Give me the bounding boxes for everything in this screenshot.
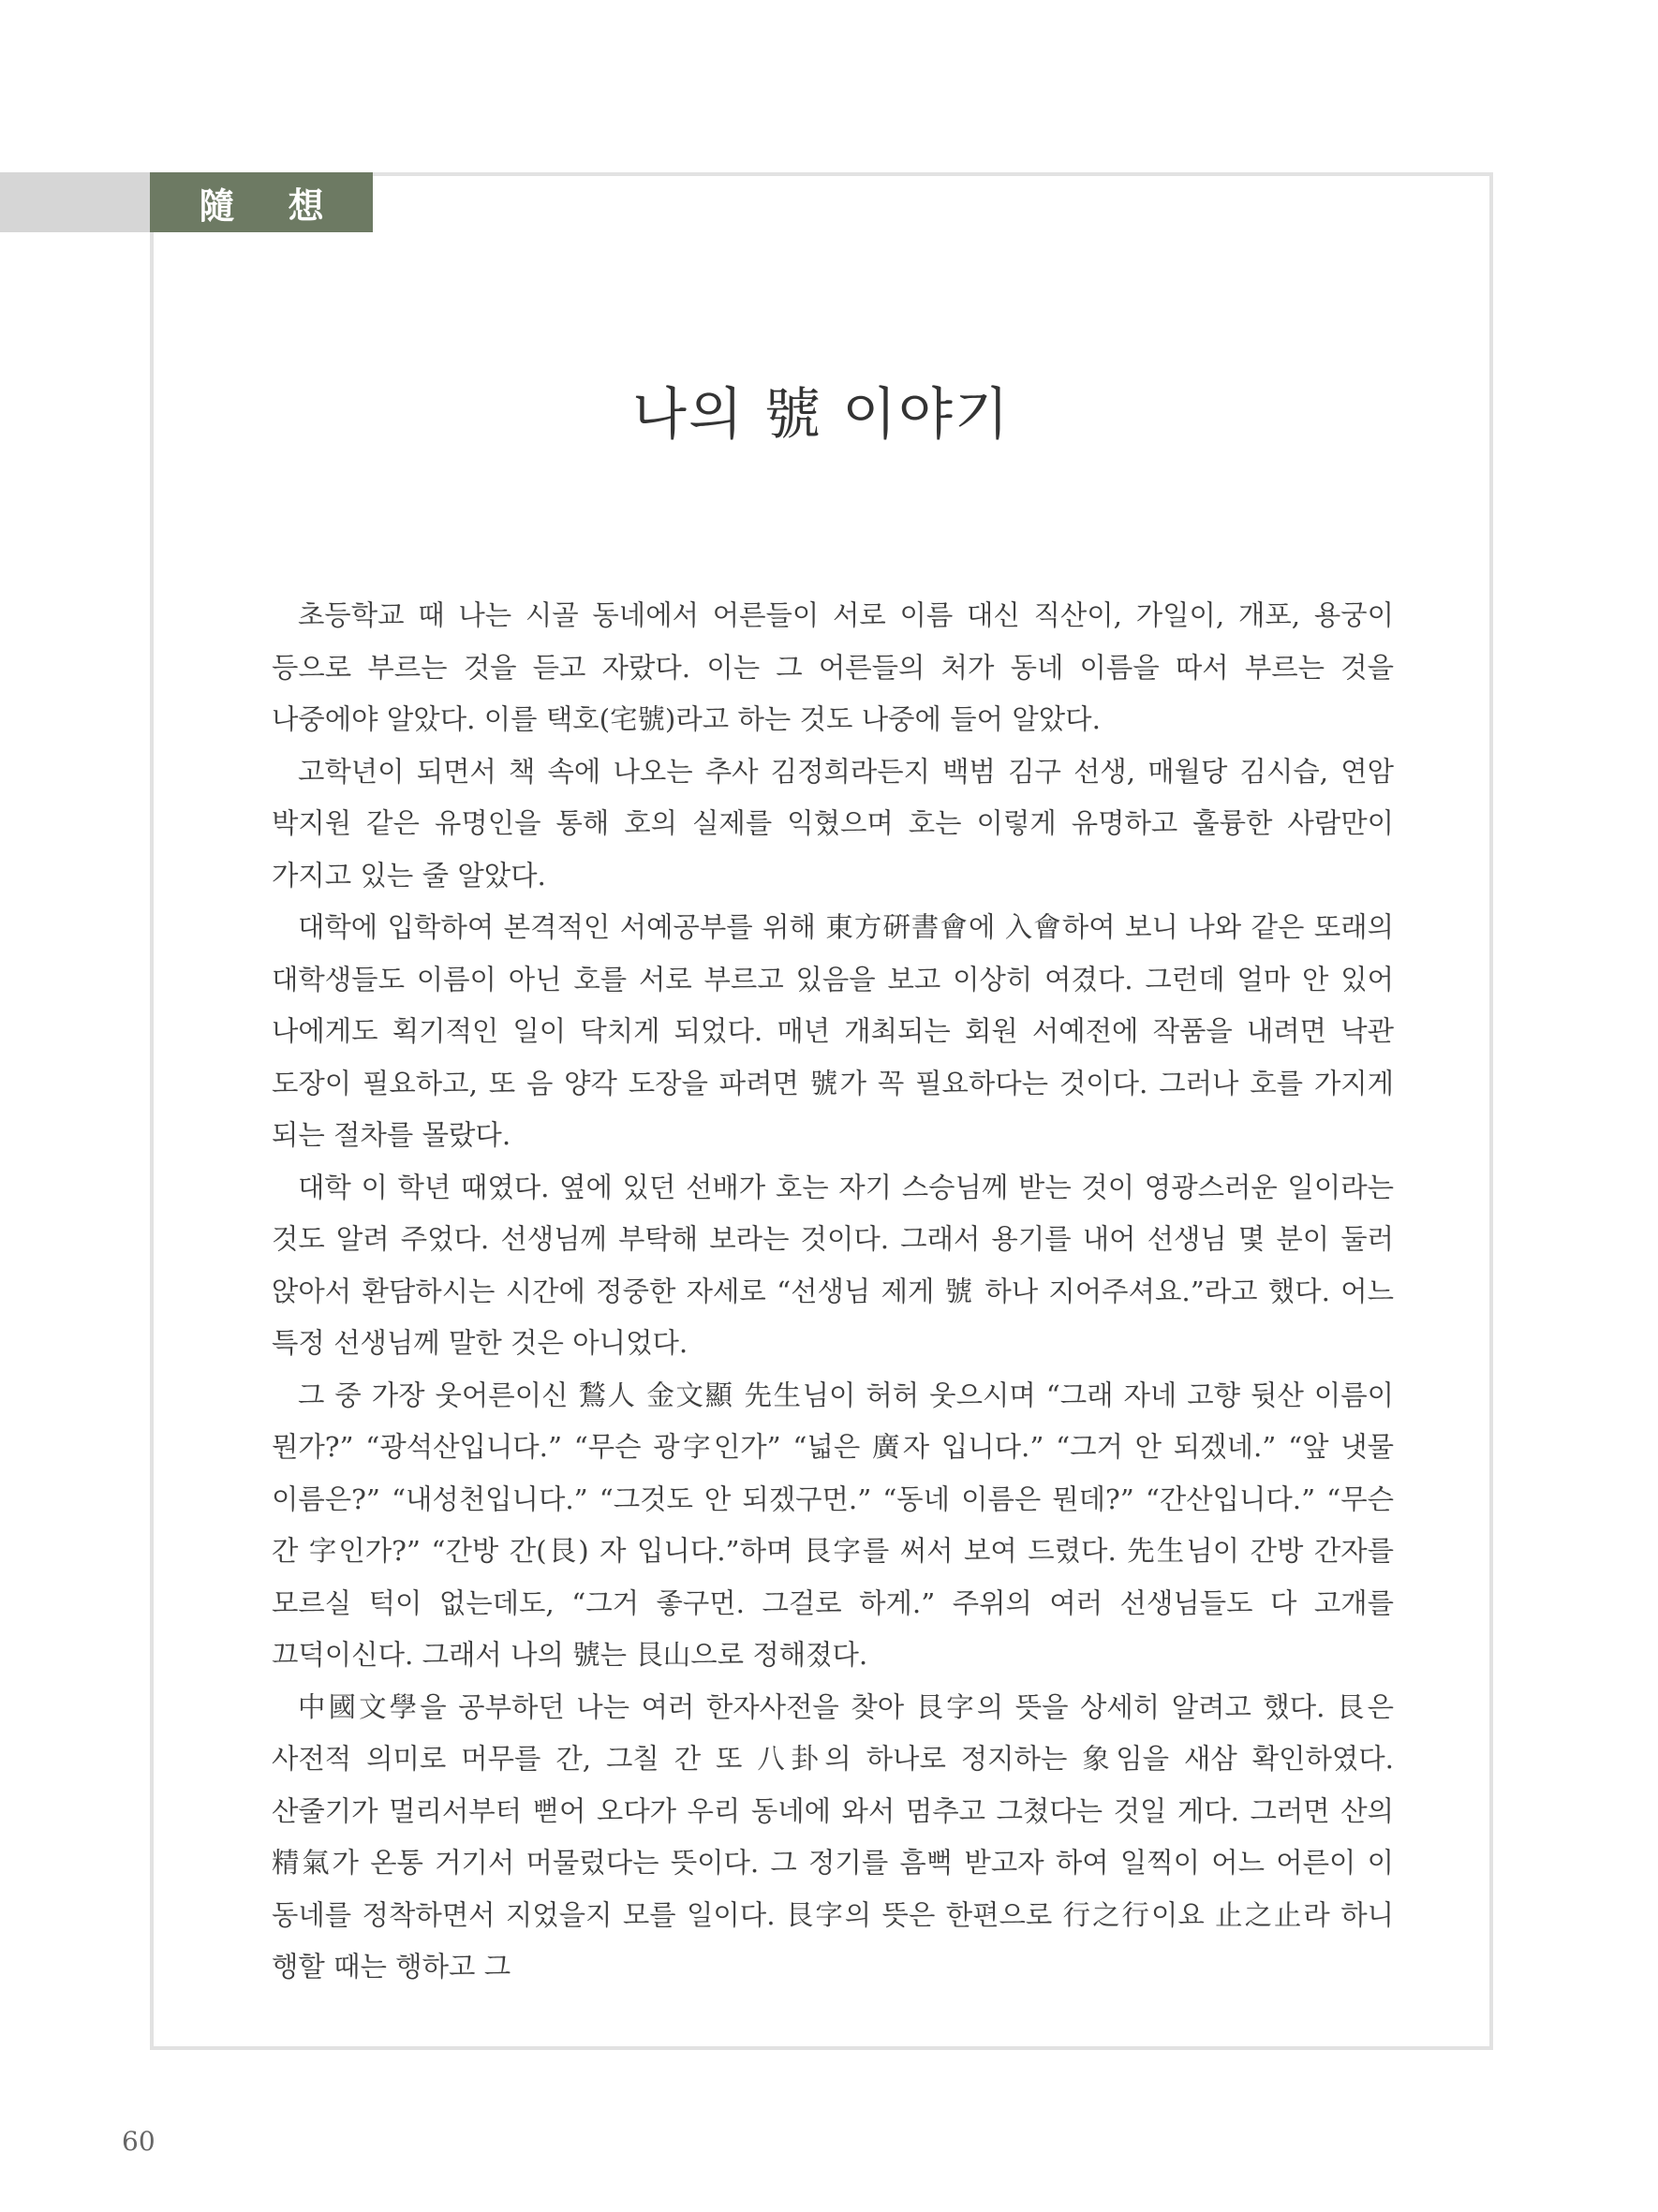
section-label: 隨 想 xyxy=(150,172,373,232)
header-accent-strip xyxy=(0,172,150,232)
paragraph: 대학 이 학년 때였다. 옆에 있던 선배가 호는 자기 스승님께 받는 것이 영광스러운 일이라는 것도 알려 주었다. 선생님께 부탁해 보라는 것이다. 그래서 용기를 내어 선생님 몇 분이 둘러 앉아서 환담하시는 시간에 정중한 자세로 “선생님 제게 號 하나 지어주셔요.”라고 했다. 어느 특정 선생님께 말한 것은 아니었다. xyxy=(272,1171,1394,1359)
paragraph: 中國文學을 공부하던 나는 여러 한자사전을 찾아 艮字의 뜻을 상세히 알려고 했다. 艮은 사전적 의미로 머무를 간, 그칠 간 또 八卦의 하나로 정지하는 象임을 새삼 확인하였다. 산줄기가 멀리서부터 뻗어 오다가 우리 동네에 와서 멈추고 그쳤다는 것일 게다. 그러면 산의 精氣가 온통 거기서 머물렀다는 뜻이다. 그 정기를 흠뻑 받고자 하여 일찍이 어느 어른이 이 동네를 정착하면서 지었을지 모를 일이다. 艮字의 뜻은 한편으로 行之行이요 止之止라 하니 행할 때는 행하고 그 xyxy=(272,1690,1394,1983)
article-body xyxy=(272,590,1394,1994)
paragraph: 대학에 입학하여 본격적인 서예공부를 위해 東方硏書會에 入會하여 보니 나와 같은 또래의 대학생들도 이름이 아닌 호를 서로 부르고 있음을 보고 이상히 여겼다. 그런데 얼마 안 있어 나에게도 획기적인 일이 닥치게 되었다. 매년 개최되는 회원 서예전에 작품을 내려면 낙관 도장이 필요하고, 또 음 양각 도장을 파려면 號가 꼭 필요하다는 것이다. 그러나 호를 가지게 되는 절차를 몰랐다. xyxy=(272,911,1394,1151)
paragraph: 고학년이 되면서 책 속에 나오는 추사 김정희라든지 백범 김구 선생, 매월당 김시습, 연암 박지원 같은 유명인을 통해 호의 실제를 익혔으며 호는 이렇게 유명하고 훌륭한 사람만이 가지고 있는 줄 알았다. xyxy=(272,755,1394,892)
article-title: 나의 號 이야기 xyxy=(632,382,1011,448)
paragraph: 초등학교 때 나는 시골 동네에서 어른들이 서로 이름 대신 직산이, 가일이, 개포, 용궁이 등으로 부르는 것을 듣고 자랐다. 이는 그 어른들의 처가 동네 이름을 따서 부르는 것을 나중에야 알았다. 이를 택호(宅號)라고 하는 것도 나중에 들어 알았다. xyxy=(272,599,1394,735)
page-number: 60 xyxy=(122,2126,155,2157)
paragraph: 그 중 가장 웃어른이신 鶖人 金文顯 先生님이 허허 웃으시며 “그래 자네 고향 뒷산 이름이 뭔가?” “광석산입니다.” “무슨 광字인가” “넓은 廣자 입니다.” “그거 안 되겠네.” “앞 냇물 이름은?” “내성천입니다.” “그것도 안 되겠구먼.” “동네 이름은 뭔데?” “간산입니다.” “무슨 간 字인가?” “간방 간(艮) 자 입니다.”하며 艮字를 써서 보여 드렸다. 先生님이 간방 간자를 모르실 턱이 없는데도, “그거 좋구먼. 그걸로 하게.” 주위의 여러 선생님들도 다 고개를 끄덕이신다. 그래서 나의 號는 艮山으로 정해졌다. xyxy=(272,1379,1394,1671)
